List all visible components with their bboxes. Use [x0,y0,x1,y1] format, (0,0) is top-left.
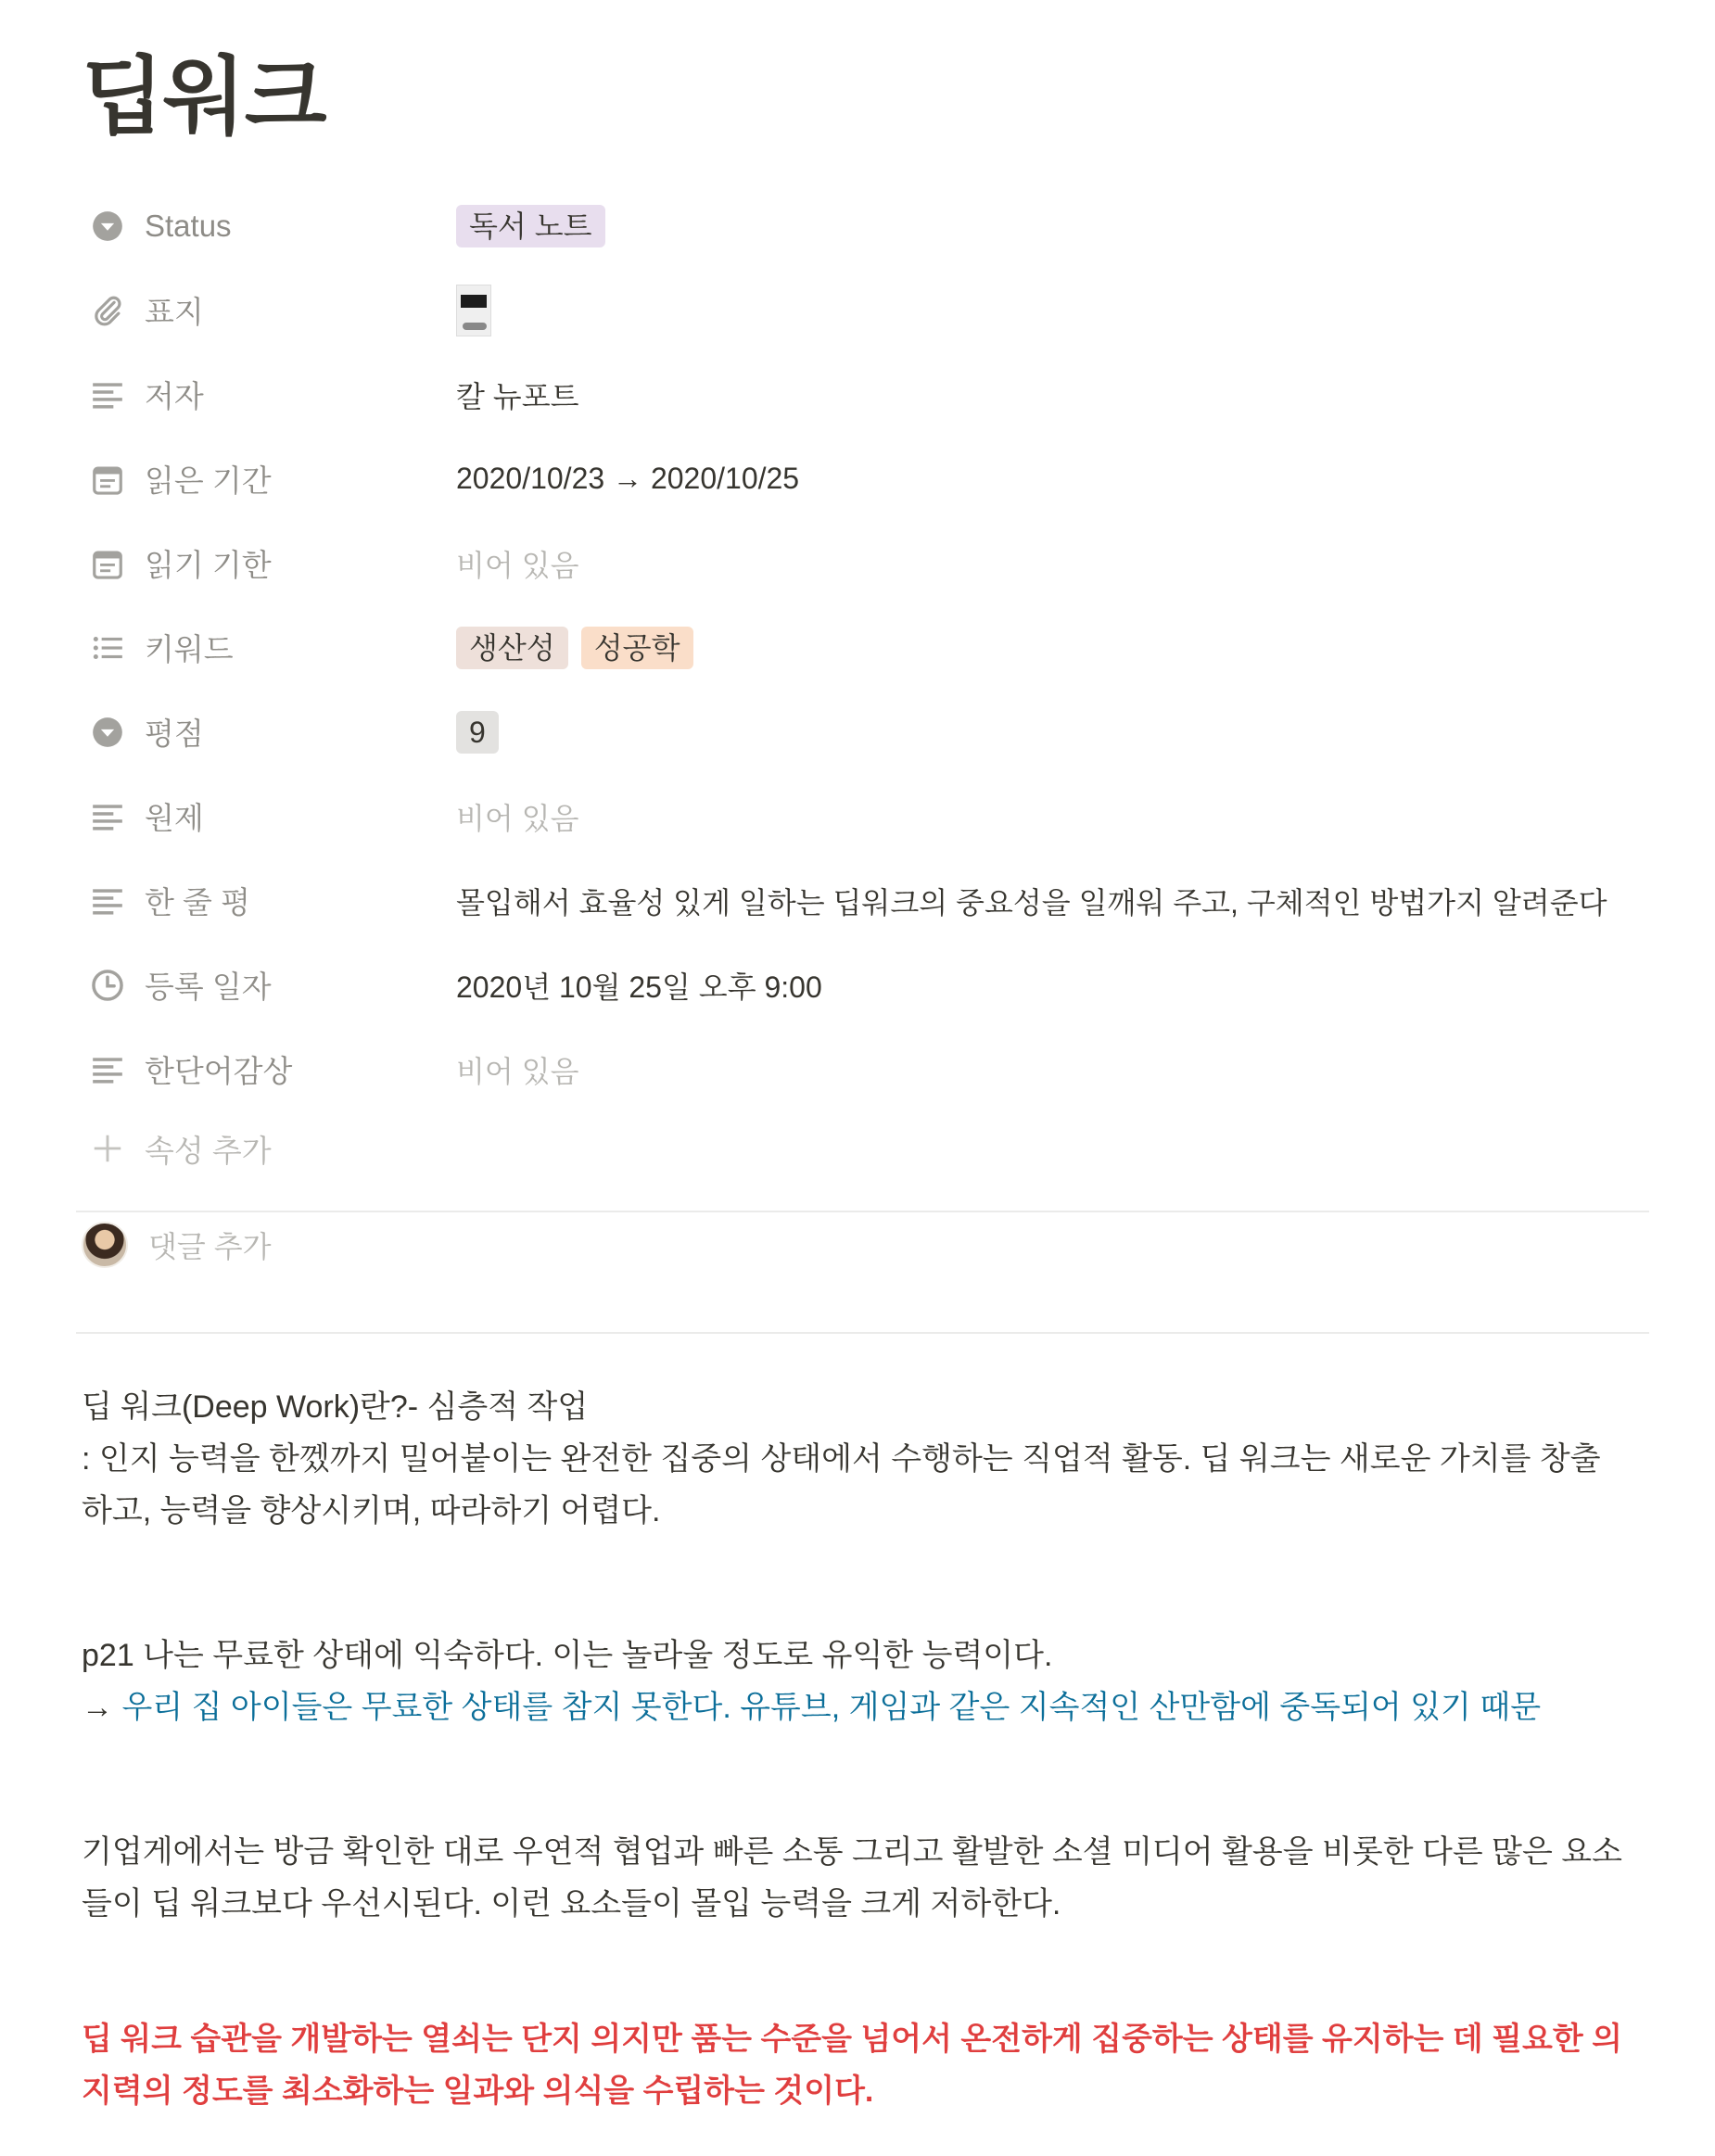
paragraph-line[interactable]: 기업게에서는 방금 확인한 대로 우연적 협업과 빠른 소통 그리고 활발한 소셜 미디어 활용을 비롯한 다른 많은 요소 [82,1834,1622,1870]
paragraph-line[interactable]: 딥 워크(Deep Work)란?- 심층적 작업 [82,1389,589,1425]
avatar [82,1222,128,1268]
text-icon [89,882,126,919]
plus-icon [89,1130,126,1167]
paragraph-line[interactable]: : 인지 능력을 한껬까지 밀어붙이는 완전한 집중의 상태에서 수행하는 직업적 활동. 딥 워크는 새로운 가치를 창출 [82,1441,1601,1477]
property-value-text: 칼 뉴포트 [456,379,579,413]
property-name: 한단어감상 [145,1054,293,1088]
property-row[interactable] [76,268,1652,352]
paragraph-line[interactable] [82,1681,1658,1733]
property-row[interactable] [76,605,1652,690]
property-value[interactable] [456,462,1652,496]
list-icon [89,629,126,666]
property-value-text: 비어 있음 [456,548,579,582]
tag-badge[interactable]: 성공학 [581,627,693,669]
calendar-icon [89,461,126,498]
property-name: 원제 [145,801,204,835]
red-bold-text[interactable]: 지력의 정도를 최소화하는 일과와 의식을 수립하는 것이다. [82,2074,874,2109]
property-name: 표지 [145,295,204,329]
clock-icon [89,967,126,1004]
property-value-text: 2020/10/23 → 2020/10/25 [456,462,800,495]
property-label[interactable] [76,618,456,678]
property-label[interactable] [76,197,456,256]
property-value[interactable] [456,205,1652,247]
paperclip-icon [89,292,126,329]
property-row[interactable] [76,774,1652,858]
property-value-text: 비어 있음 [456,801,579,835]
add-comment-input[interactable]: 댓글 추가 [148,1230,272,1263]
text-icon [89,1051,126,1088]
property-label[interactable] [76,1040,456,1099]
property-value[interactable] [456,795,1652,838]
property-label[interactable] [76,787,456,846]
page-content[interactable] [82,1381,1658,2117]
red-bold-text[interactable]: 딥 워크 습관을 개발하는 열쇠는 단지 의지만 품는 수준을 넘어서 온전하게 집중하는 상태를 유지하는 데 필요한 의 [82,2022,1622,2057]
property-label[interactable] [76,365,456,425]
add-property-button[interactable] [76,1111,1652,1186]
property-value-text: 2020년 10월 25일 오후 9:00 [456,970,822,1004]
property-row[interactable] [76,437,1652,521]
property-label[interactable] [76,450,456,509]
property-row[interactable] [76,858,1652,943]
property-value[interactable] [456,964,1652,1007]
property-name: Status [145,208,232,243]
property-name: 저자 [145,379,204,413]
property-row[interactable] [76,521,1652,605]
text-icon [89,798,126,835]
property-label[interactable] [76,871,456,931]
arrow-text: → [82,1690,122,1725]
property-value[interactable] [456,542,1652,585]
book-cover-thumbnail[interactable] [456,285,491,336]
blue-highlight-text: 우리 집 아이들은 무료한 상태를 참지 못한다. 유튜브, 게임과 같은 지속적인 산만함에 중독되어 있기 때문 [121,1690,1542,1725]
property-row[interactable] [76,943,1652,1027]
property-value[interactable] [456,1048,1652,1091]
property-name: 키워드 [145,632,234,666]
property-name: 평점 [145,717,204,751]
properties-panel [76,184,1652,1186]
property-label[interactable] [76,534,456,593]
property-row[interactable] [76,690,1652,774]
property-label[interactable] [76,281,456,340]
property-value-text: 비어 있음 [456,1054,579,1088]
tag-badge[interactable]: 독서 노트 [456,205,605,247]
paragraph-line[interactable]: 하고, 능력을 향상시키며, 따라하기 어렵다. [82,1493,661,1528]
text-icon [89,376,126,413]
paragraph-line[interactable]: 들이 딥 워크보다 우선시된다. 이런 요소들이 몰입 능력을 크게 저하한다. [82,1886,1061,1921]
property-value[interactable] [456,285,1652,336]
property-row[interactable] [76,1027,1652,1111]
paragraph-line[interactable]: p21 나는 무료한 상태에 익숙하다. 이는 놀라울 정도로 유익한 능력이다. [82,1638,1053,1673]
property-name: 한 줄 평 [145,885,250,919]
property-name: 읽기 기한 [145,548,272,582]
tag-badge[interactable]: 생산성 [456,627,568,669]
property-value[interactable] [456,880,1652,922]
select-icon [89,208,126,245]
property-label[interactable] [76,956,456,1015]
property-row[interactable] [76,352,1652,437]
property-value[interactable] [456,627,1652,669]
page-title[interactable]: 딥워크 [82,50,326,145]
comment-divider [76,1332,1649,1334]
property-row[interactable] [76,184,1652,268]
comment-bar[interactable] [82,1222,272,1268]
property-value[interactable] [456,711,1652,754]
add-property-label: 속성 추가 [145,1133,272,1168]
property-name: 읽은 기간 [145,463,272,498]
tag-badge[interactable]: 9 [456,711,499,754]
select-icon [89,714,126,751]
property-label[interactable] [76,703,456,762]
property-value[interactable] [456,374,1652,416]
property-value-text: 몰입해서 효율성 있게 일하는 딥워크의 중요성을 일깨워 주고, 구체적인 방법가지 알려준다 [456,885,1607,919]
property-name: 등록 일자 [145,970,272,1004]
calendar-icon [89,545,126,582]
properties-divider [76,1211,1649,1212]
